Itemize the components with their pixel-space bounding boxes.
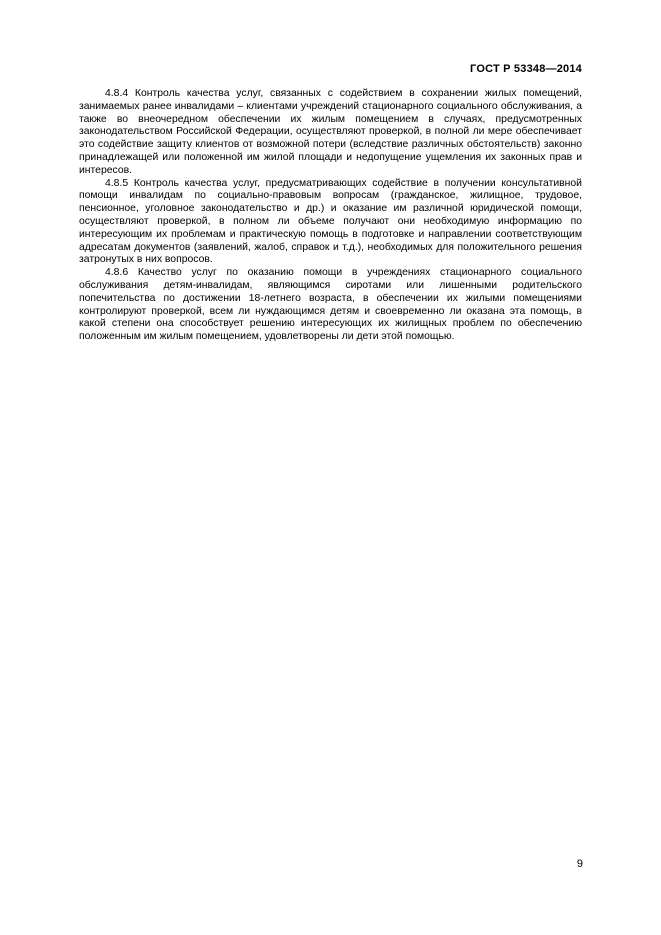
page-number: 9 (576, 858, 583, 870)
paragraph-4-8-6: 4.8.6 Качество услуг по оказанию помощи в учреждениях стационарного социального обслуживания детям-инвалидам, являющимся сиротами или лишенными родительского попечительства по достижении 18-летнего возраста, в обеспечении их жилыми помещениями контролируют проверкой, всем ли нуждающимся детям и своевременно ли оказана эта помощь, в какой степени она способствует решению интересующих их жилищных проблем по обеспечению положенным им жилым помещением, удовлетворены ли дети этой помощью. (79, 267, 582, 343)
document-header: ГОСТ Р 53348—2014 (470, 63, 582, 75)
paragraph-4-8-5: 4.8.5 Контроль качества услуг, предусматривающих содействие в получении консультативной помощи инвалидам по социально-правовым вопросам (гражданское, жилищное, трудовое, пенсионное, уголовное законодательство и др.) и оказание им различной юридической помощи, осуществляют проверкой, в полном ли объеме получают они необходимую информацию по интересующим их проблемам и практическую помощь в подготовке и направлении соответствующим адресатам документов (заявлений, жалоб, справок и т.д.), необходимых для положительного решения затронутых в них вопросов. (79, 177, 582, 266)
paragraph-4-8-4: 4.8.4 Контроль качества услуг, связанных с содействием в сохранении жилых помещений, занимаемых ранее инвалидами – клиентами учреждений стационарного социального обслуживания, а также во внеочередном обеспечении их жилым помещением в случаях, предусмотренных законодательством Российской Федерации, осуществляют проверкой, в полной ли мере обеспечивает это содействие защиту клиентов от возможной потери (вследствие различных обстоятельств) законно принадлежащей или положенной им жилой площади и недопущение ущемления их законных прав и интересов. (79, 88, 582, 176)
document-body (79, 88, 582, 344)
